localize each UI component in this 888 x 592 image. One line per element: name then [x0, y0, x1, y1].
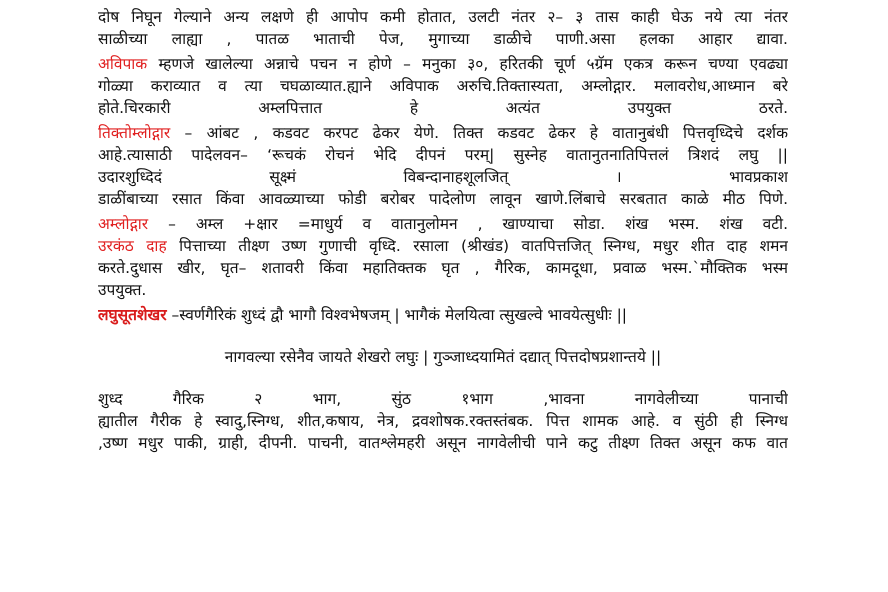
paragraph-4-line-1: [98, 213, 788, 235]
verse-line: नागवल्या रसेनैव जायते शेखरो लघुः | गुञ्जाध्दयामितं दद्यात् पित्तदोषप्रशान्तये ||: [224, 348, 662, 366]
paragraph-1-line-1: दोष निघून गेल्याने अन्य लक्षणे ही आपोप कमी होतात, उलटी नंतर २– ३ तास काही घेऊ नये त्या नंतर: [98, 8, 788, 26]
paragraph-5-line-1: [98, 235, 788, 257]
paragraph-7-line-1: शुध्द गैरिक २ भाग, सुंठ १भाग ,भावना नागवेलीच्या पानाची: [98, 390, 788, 408]
paragraph-6-line-1: [98, 304, 788, 326]
term-amlodgar: अम्लोद्गार: [98, 215, 149, 233]
term-laghusutshekhar: लघुसूतशेखर: [98, 306, 167, 324]
paragraph-7-line-3: ,उष्ण मधुर पाकी, ग्राही, दीपनी. पाचनी, वातश्लेमहरी असून नागवेलीची पाने कटु तीक्ष्ण तिक्त असून कफ वात: [98, 434, 788, 452]
paragraph-4-line-1-text: – अम्ल +क्षार =माधुर्य व वातानुलोमन , खाण्याचा सोडा. शंख भस्म. शंख वटी.: [148, 215, 788, 233]
paragraph-1-line-2: साळीच्या लाह्या , पातळ भाताची पेज, मुगाच्या डाळीचे पाणी.असा हलका आहार द्यावा.: [98, 30, 788, 48]
paragraph-5-line-2: करते.दुधास खीर, घृत– शतावरी किंवा महातिक्तक घृत , गैरिक, कामदूधा, प्रवाळ भस्म.`मौक्तिक भस्म: [98, 259, 788, 277]
paragraph-6-line-1-text: –स्वर्णगैरिकं शुध्दं द्वौ भागौ विश्वभेषजम् | भागैकं मेलयित्वा त्सुखल्वे भावयेत्सुधीः ||: [166, 306, 628, 324]
paragraph-3-line-1-text: – आंबट , कडवट करपट ढेकर येणे. तिक्त कडवट ढेकर हे वातानुबंधी पित्तवृध्दिचे दर्शक: [170, 124, 788, 142]
term-tiktamlodgar: तिक्तोम्लोद्गार: [98, 124, 171, 142]
spacer: [98, 326, 788, 346]
document-body: [98, 6, 788, 454]
term-urakanth-dah: उरकंठ दाह: [98, 237, 167, 255]
paragraph-3-line-1: [98, 122, 788, 144]
paragraph-2-line-1: [98, 53, 788, 75]
paragraph-3-line-3: उदारशुध्दिदं सूक्ष्मं विबन्दानाहशूलजित् । भावप्रकाश: [98, 168, 788, 186]
spacer: [98, 368, 788, 388]
paragraph-2-line-3: होते.चिरकारी अम्लपित्तात हे अत्यंत उपयुक्त ठरते.: [98, 99, 788, 117]
paragraph-2-line-2: गोळ्या कराव्यात व त्या चघळाव्यात.ह्याने अविपाक अरुचि.तिक्तास्यता, अम्लोद्गार. मलावरोध,आध्मान बरे: [98, 77, 788, 95]
paragraph-3-line-2: आहे.त्यासाठी पादेलवन– ‘रूचकं रोचनं भेदि दीपनं परम्| सुस्नेह वातानुतनातिपित्तलं त्रिशदं लघु ||: [98, 146, 788, 164]
paragraph-3-line-4: डाळींबाच्या रसात किंवा आवळ्याच्या फोडी बरोबर पादेलोण लावून खाणे.लिंबाचे सरबतात काळे मीठ पिणे.: [98, 190, 788, 208]
paragraph-5-line-3: उपयुक्त.: [98, 281, 147, 299]
paragraph-5-line-1-text: पित्ताच्या तीक्ष्ण उष्ण गुणाची वृध्दि. रसाला (श्रीखंड) वातपित्तजित् स्निग्ध, मधुर शीत दाह शमन: [166, 237, 788, 255]
term-avipak: अविपाक: [98, 55, 148, 73]
paragraph-7-line-2: ह्यातील गैरीक हे स्वादु,स्निग्ध, शीत,कषाय, नेत्र, द्रवशोषक.रक्तस्तंबक. पित्त शामक आहे. व सुंठी ही स्निग्ध: [98, 412, 788, 430]
paragraph-2-line-1-text: म्हणजे खालेल्या अन्नाचे पचन न होणे – मनुका ३०, हरितकी चूर्ण ५ग्रॅम एकत्र करून चण्या एवढ्या: [147, 55, 788, 73]
